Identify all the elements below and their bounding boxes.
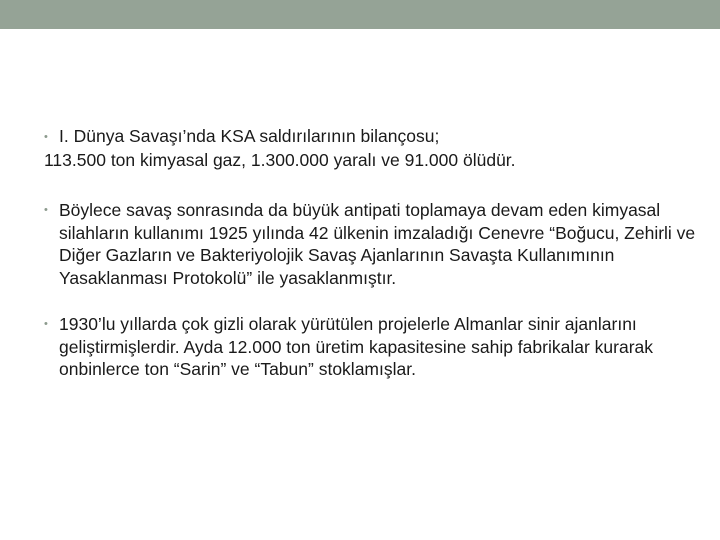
paragraph-1-line-2: 113.500 ton kimyasal gaz, 1.300.000 yaralı ve 91.000 ölüdür. xyxy=(44,149,516,170)
bullet-dot-icon: • xyxy=(44,204,48,216)
slide-body xyxy=(44,125,704,381)
bullet-paragraph-1 xyxy=(44,125,704,171)
paragraph-3-text: 1930’lu yıllarda çok gizli olarak yürütülen projelerle Almanlar sinir ajanlarını geliştirmişlerdir. Ayda 12.000 ton üretim kapasitesine sahip fabrikalar kurarak onbinlerce ton “Sarin” ve “Tabun” stoklamışlar. xyxy=(59,314,654,379)
top-decorative-bar xyxy=(0,0,720,29)
bullet-paragraph-2 xyxy=(44,199,704,289)
paragraph-1-line-1: I. Dünya Savaşı’nda KSA saldırılarının bilançosu; xyxy=(59,126,440,146)
bullet-dot-icon: • xyxy=(44,318,48,330)
paragraph-2-text: Böylece savaş sonrasında da büyük antipati toplamaya devam eden kimyasal silahların kullanımı 1925 yılında 42 ülkenin imzaladığı Cenevre “Boğucu, Zehirli ve Diğer Gazların ve Bakteriyolojik Savaş Ajanlarının Savaşta Kullanımının Yasaklanması Protokolü” ile yasaklanmıştır. xyxy=(59,200,696,288)
bullet-dot-icon: • xyxy=(44,131,48,143)
bullet-paragraph-3 xyxy=(44,313,704,381)
